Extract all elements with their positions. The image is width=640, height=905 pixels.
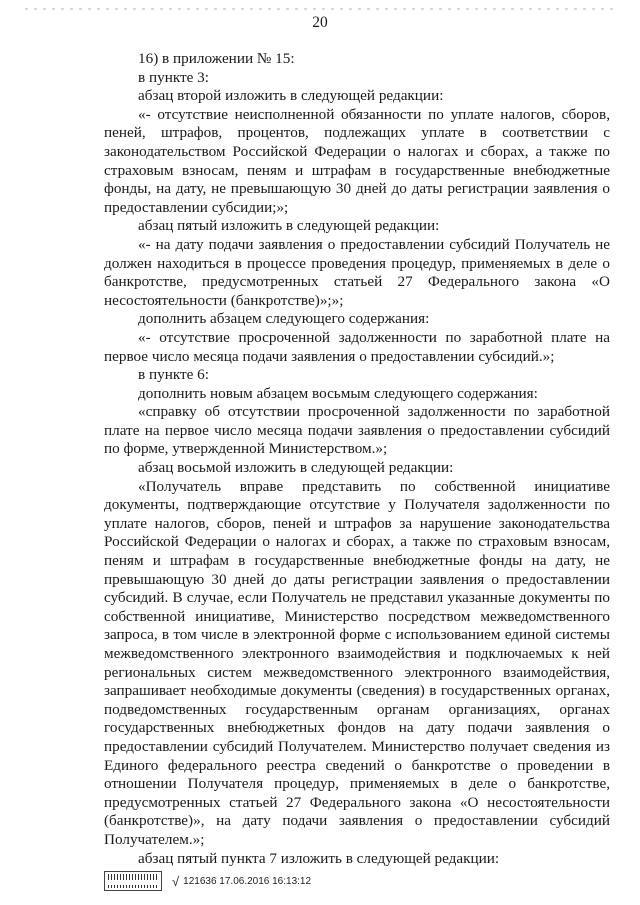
- footer-registration-text: 121636 17.06.2016 16:13:12: [183, 875, 312, 887]
- paragraph: абзац пятый пункта 7 изложить в следующей редакции:: [138, 849, 500, 867]
- scan-artifact-line: [25, 8, 617, 10]
- paragraph: в пункте 3:: [138, 68, 209, 86]
- paragraph: «- отсутствие просроченной задолженности по заработной плате на первое число месяца подачи заявления о предоставлении субсидий.»;: [104, 328, 610, 365]
- paragraph: абзац второй изложить в следующей редакции:: [138, 87, 444, 105]
- registry-stamp-icon: [104, 871, 162, 891]
- paragraph: «Получатель вправе представить по собственной инициативе документы, подтверждающие отсутствие у Получателя задолженности по уплате налогов, сборов, пеней и штрафов за нарушение законодательства Российской Федерации о налогах и сборах, а также по страховым взносам, пеням и штрафам в государственные внебюджетные фонды на дату, не превышающую 30 дней до даты регистрации заявления о предоставлении субсидий. В случае, если Получатель не представил указанные документы по собственной инициативе, Министерство посредством межведомственного запроса, в том числе в электронной форме с использованием единой системы межведомственного электронного взаимодействия и подключаемых к ней региональных систем межведомственного электронного взаимодействия, запрашивает необходимые документы (сведения) в государственных органах, подведомственных государственным органам организациях, органах государственных внебюджетных фондов на дату подачи заявления о предоставлении субсидий Получателем. Министерство получает сведения из Единого федерального реестра сведений о банкротстве о проведении в отношении Получателя процедур, применяемых в деле о банкротстве, предусмотренных статьей 27 Федерального закона «О несостоятельности (банкротстве)», на дату подачи заявления о предоставлении субсидий Получателем.»;: [104, 477, 610, 848]
- paragraph: абзац пятый изложить в следующей редакции:: [138, 217, 440, 235]
- document-body: [104, 50, 610, 868]
- paragraph: 16) в приложении № 15:: [138, 50, 295, 67]
- paragraph: дополнить абзацем следующего содержания:: [138, 310, 430, 328]
- page-number: 20: [312, 14, 328, 31]
- paragraph: дополнить новым абзацем восьмым следующего содержания:: [138, 384, 538, 402]
- paragraph: «справку об отсутствии просроченной задолженности по заработной плате на первое число месяца подачи заявления о предоставлении субсидий по форме, утвержденной Министерством.»;: [104, 403, 610, 458]
- paragraph: «- на дату подачи заявления о предоставлении субсидий Получатель не должен находиться в процессе проведения процедур, применяемых в деле о банкротстве, предусмотренных статьей 27 Федерального закона «О несостоятельности (банкротстве)»;»;: [104, 235, 610, 309]
- document-footer: [104, 868, 311, 894]
- footer-mark: √: [172, 873, 180, 889]
- paragraph: «- отсутствие неисполненной обязанности по уплате налогов, сборов, пеней, штрафов, процентов, подлежащих уплате в соответствии с законодательством Российской Федерации о налогах и сборах, а также по страховым взносам, пеням и штрафам в государственные внебюджетные фонды, на дату, не превышающую 30 дней до даты регистрации заявления о предоставлении субсидии;»;: [104, 105, 610, 216]
- paragraph: в пункте 6:: [138, 366, 209, 384]
- paragraph: абзац восьмой изложить в следующей редакции:: [138, 459, 454, 477]
